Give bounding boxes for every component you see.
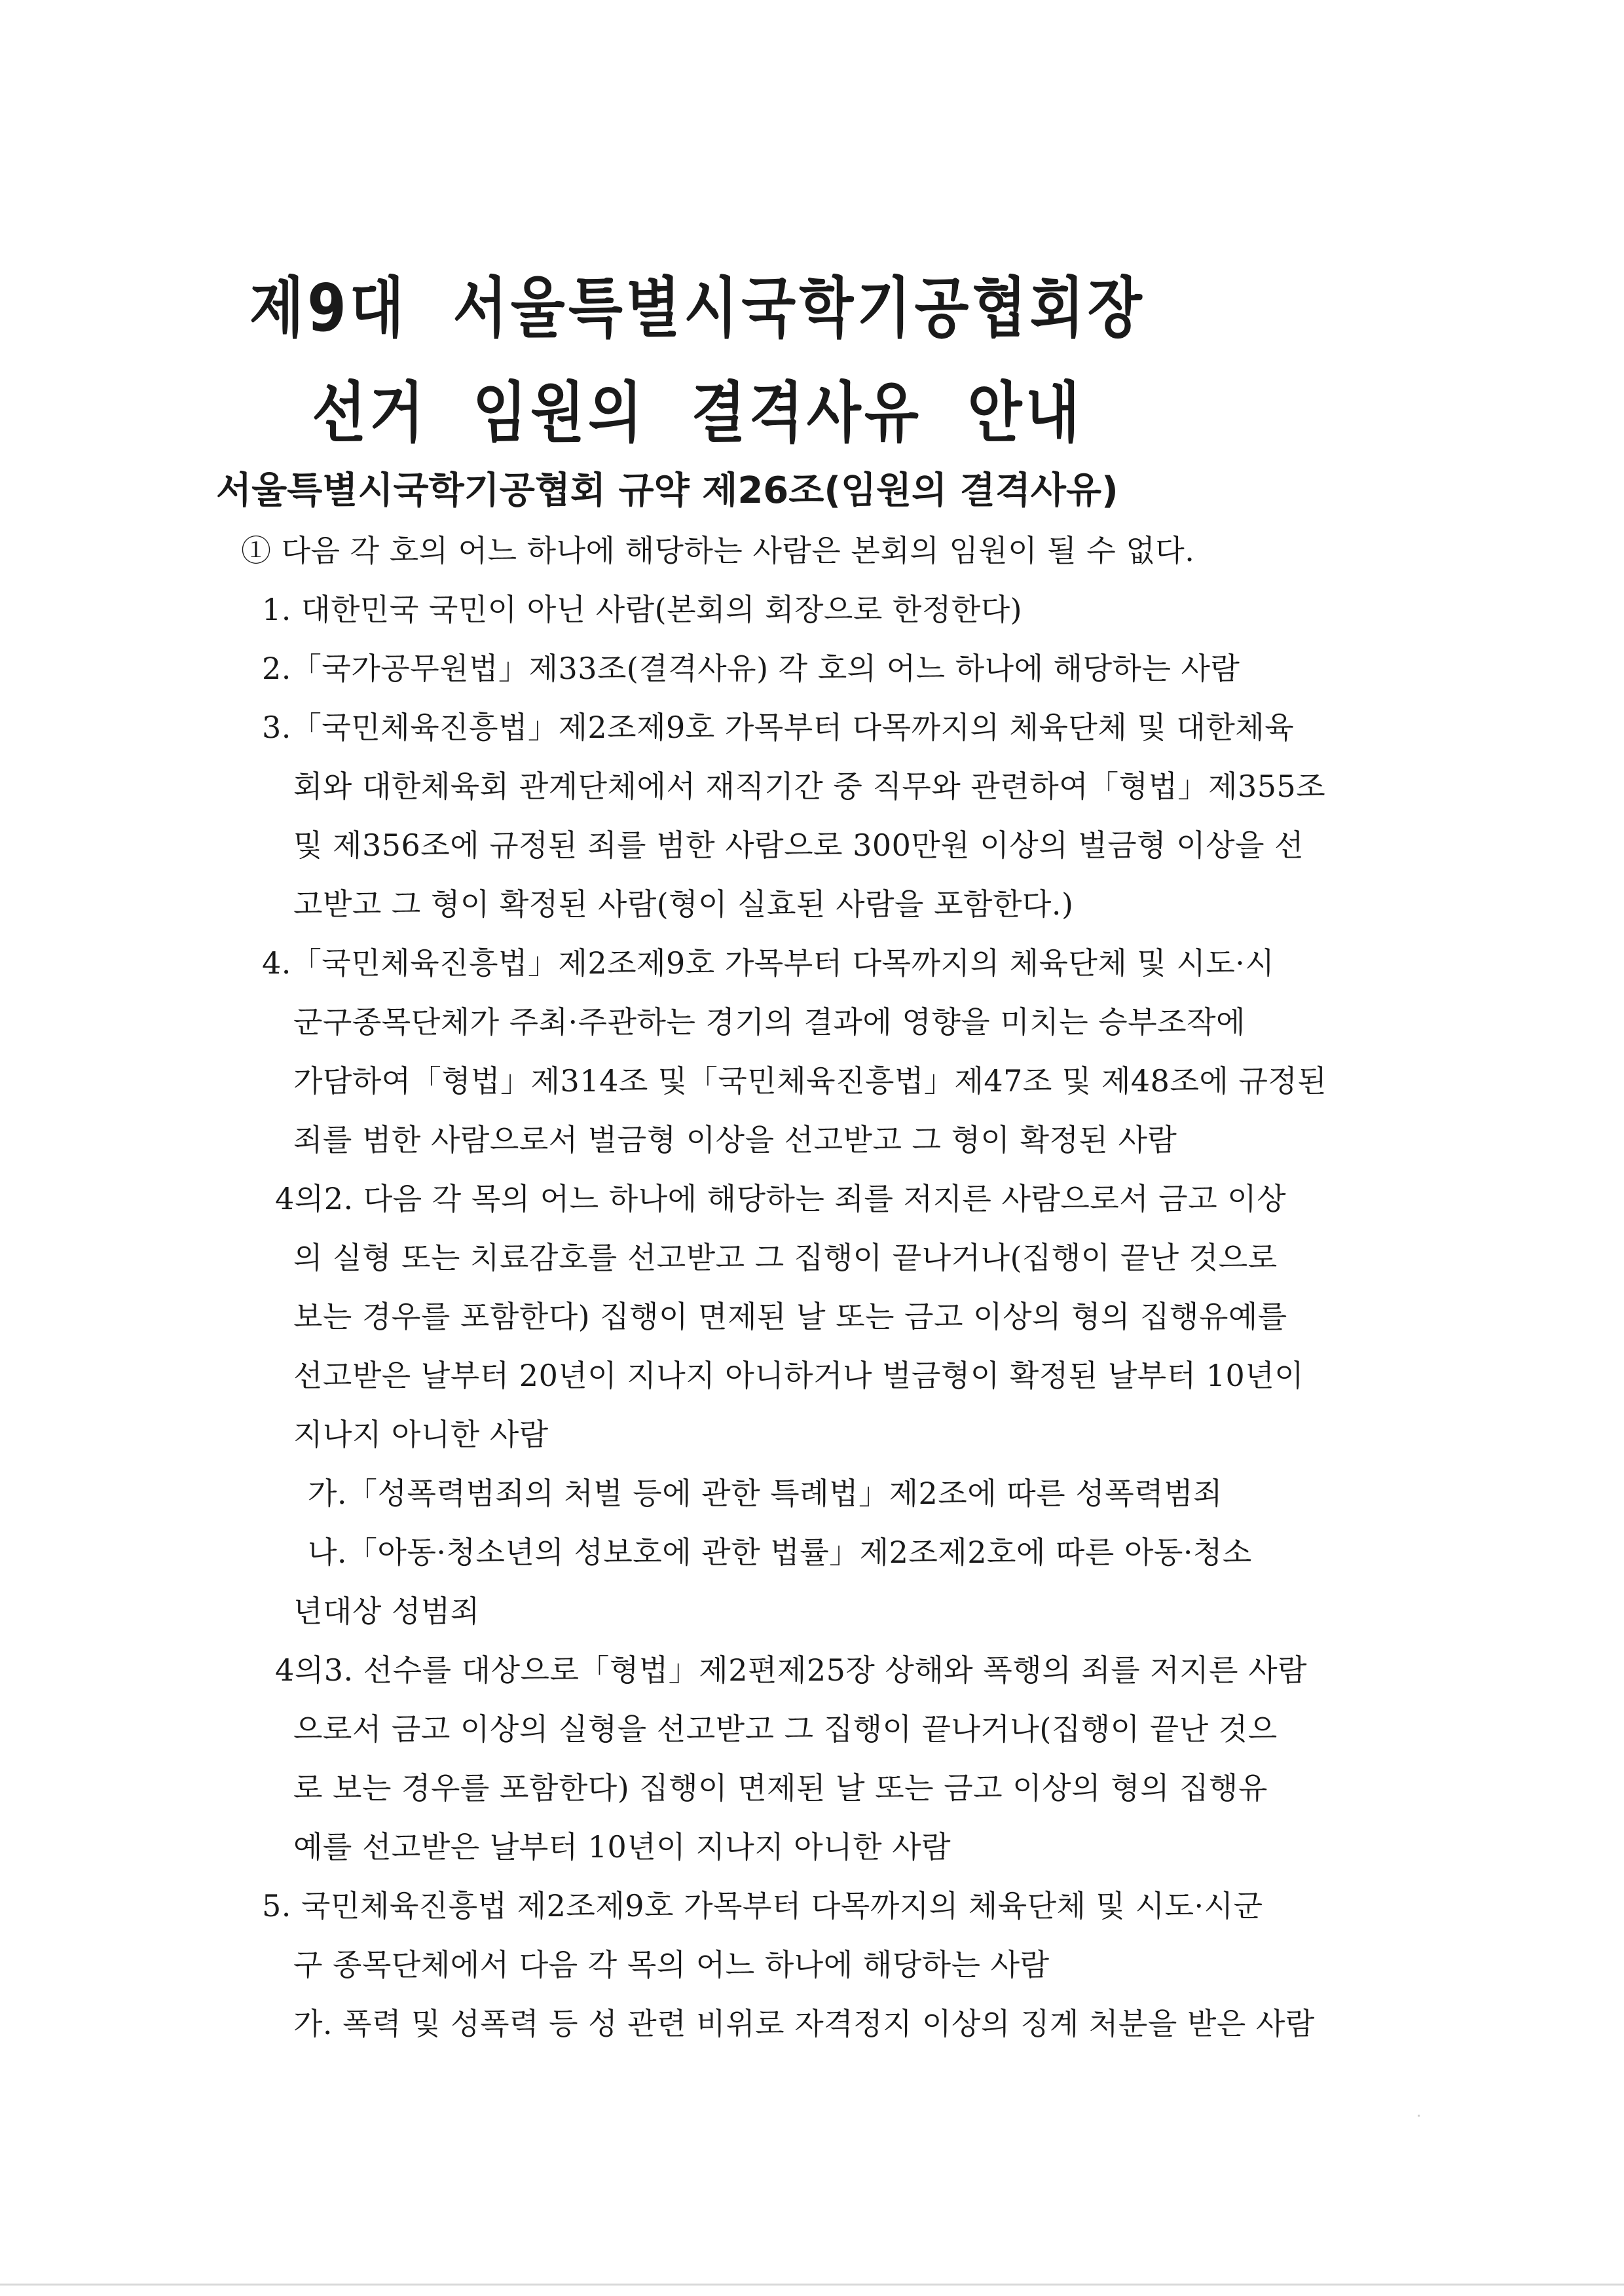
clause-1-intro: ① 다음 각 호의 어느 하나에 해당하는 사람은 본회의 임원이 될 수 없다. xyxy=(241,533,1195,568)
document-title-line-2: 선거 임원의 결격사유 안내 xyxy=(312,374,1083,451)
item-4-2-line-2: 의 실형 또는 치료감호를 선고받고 그 집행이 끝나거나(집행이 끝난 것으로 xyxy=(293,1240,1278,1275)
item-4-2-line-3: 보는 경우를 포함한다) 집행이 면제된 날 또는 금고 이상의 형의 집행유예를 xyxy=(293,1299,1287,1334)
article-heading: 서울특별시국학기공협회 규약 제26조(임원의 결격사유) xyxy=(216,469,1118,512)
item-4-3-line-4: 예를 선고받은 날부터 10년이 지나지 아니한 사람 xyxy=(293,1829,951,1865)
page-bottom-edge xyxy=(0,2284,1624,2286)
item-4-3-line-1: 4의3. 선수를 대상으로「형법」제2편제25장 상해와 폭행의 죄를 저지른 사람 xyxy=(275,1652,1308,1688)
item-5-line-2: 구 종목단체에서 다음 각 목의 어느 하나에 해당하는 사람 xyxy=(293,1947,1050,1982)
subitem-na-line-2: 년대상 성범죄 xyxy=(293,1594,480,1629)
item-3-line-1: 3.「국민체육진흥법」제2조제9호 가목부터 다목까지의 체육단체 및 대한체육 xyxy=(262,710,1295,745)
subitem-na-line-1: 나.「아동·청소년의 성보호에 관한 법률」제2조제2호에 따른 아동·청소 xyxy=(308,1535,1252,1570)
item-5-subitem-ga: 가. 폭력 및 성폭력 등 성 관련 비위로 자격정지 이상의 징계 처분을 받은 사람 xyxy=(293,2006,1315,2041)
subitem-ga: 가.「성폭력범죄의 처벌 등에 관한 특례법」제2조에 따른 성폭력범죄 xyxy=(308,1476,1223,1511)
item-4-2-line-5: 지나지 아니한 사람 xyxy=(293,1417,549,1452)
scan-artifact xyxy=(1418,2115,1420,2117)
item-1: 1. 대한민국 국민이 아닌 사람(본회의 회장으로 한정한다) xyxy=(262,592,1023,627)
item-4-line-1: 4.「국민체육진흥법」제2조제9호 가목부터 다목까지의 체육단체 및 시도·시 xyxy=(262,945,1275,981)
item-4-2-line-4: 선고받은 날부터 20년이 지나지 아니하거나 벌금형이 확정된 날부터 10년이 xyxy=(293,1358,1304,1393)
item-4-3-line-3: 로 보는 경우를 포함한다) 집행이 면제된 날 또는 금고 이상의 형의 집행유 xyxy=(293,1770,1268,1806)
item-2: 2.「국가공무원법」제33조(결격사유) 각 호의 어느 하나에 해당하는 사람 xyxy=(262,651,1240,686)
item-3-line-2: 회와 대한체육회 관계단체에서 재직기간 중 직무와 관련하여「형법」제355조 xyxy=(293,769,1326,804)
item-4-line-4: 죄를 범한 사람으로서 벌금형 이상을 선고받고 그 형이 확정된 사람 xyxy=(293,1122,1177,1157)
item-3-line-4: 고받고 그 형이 확정된 사람(형이 실효된 사람을 포함한다.) xyxy=(293,886,1074,922)
item-5-line-1: 5. 국민체육진흥법 제2조제9호 가목부터 다목까지의 체육단체 및 시도·시군 xyxy=(262,1888,1263,1923)
item-4-3-line-2: 으로서 금고 이상의 실형을 선고받고 그 집행이 끝나거나(집행이 끝난 것으 xyxy=(293,1711,1278,1747)
item-4-line-3: 가담하여「형법」제314조 및「국민체육진흥법」제47조 및 제48조에 규정된 xyxy=(293,1063,1327,1099)
item-3-line-3: 및 제356조에 규정된 죄를 범한 사람으로 300만원 이상의 벌금형 이상을 선 xyxy=(293,828,1304,863)
item-4-line-2: 군구종목단체가 주최·주관하는 경기의 결과에 영향을 미치는 승부조작에 xyxy=(293,1004,1246,1040)
document-title-line-1: 제9대 서울특별시국학기공협회장 xyxy=(249,270,1146,346)
item-4-2-line-1: 4의2. 다음 각 목의 어느 하나에 해당하는 죄를 저지른 사람으로서 금고 이상 xyxy=(275,1181,1287,1216)
